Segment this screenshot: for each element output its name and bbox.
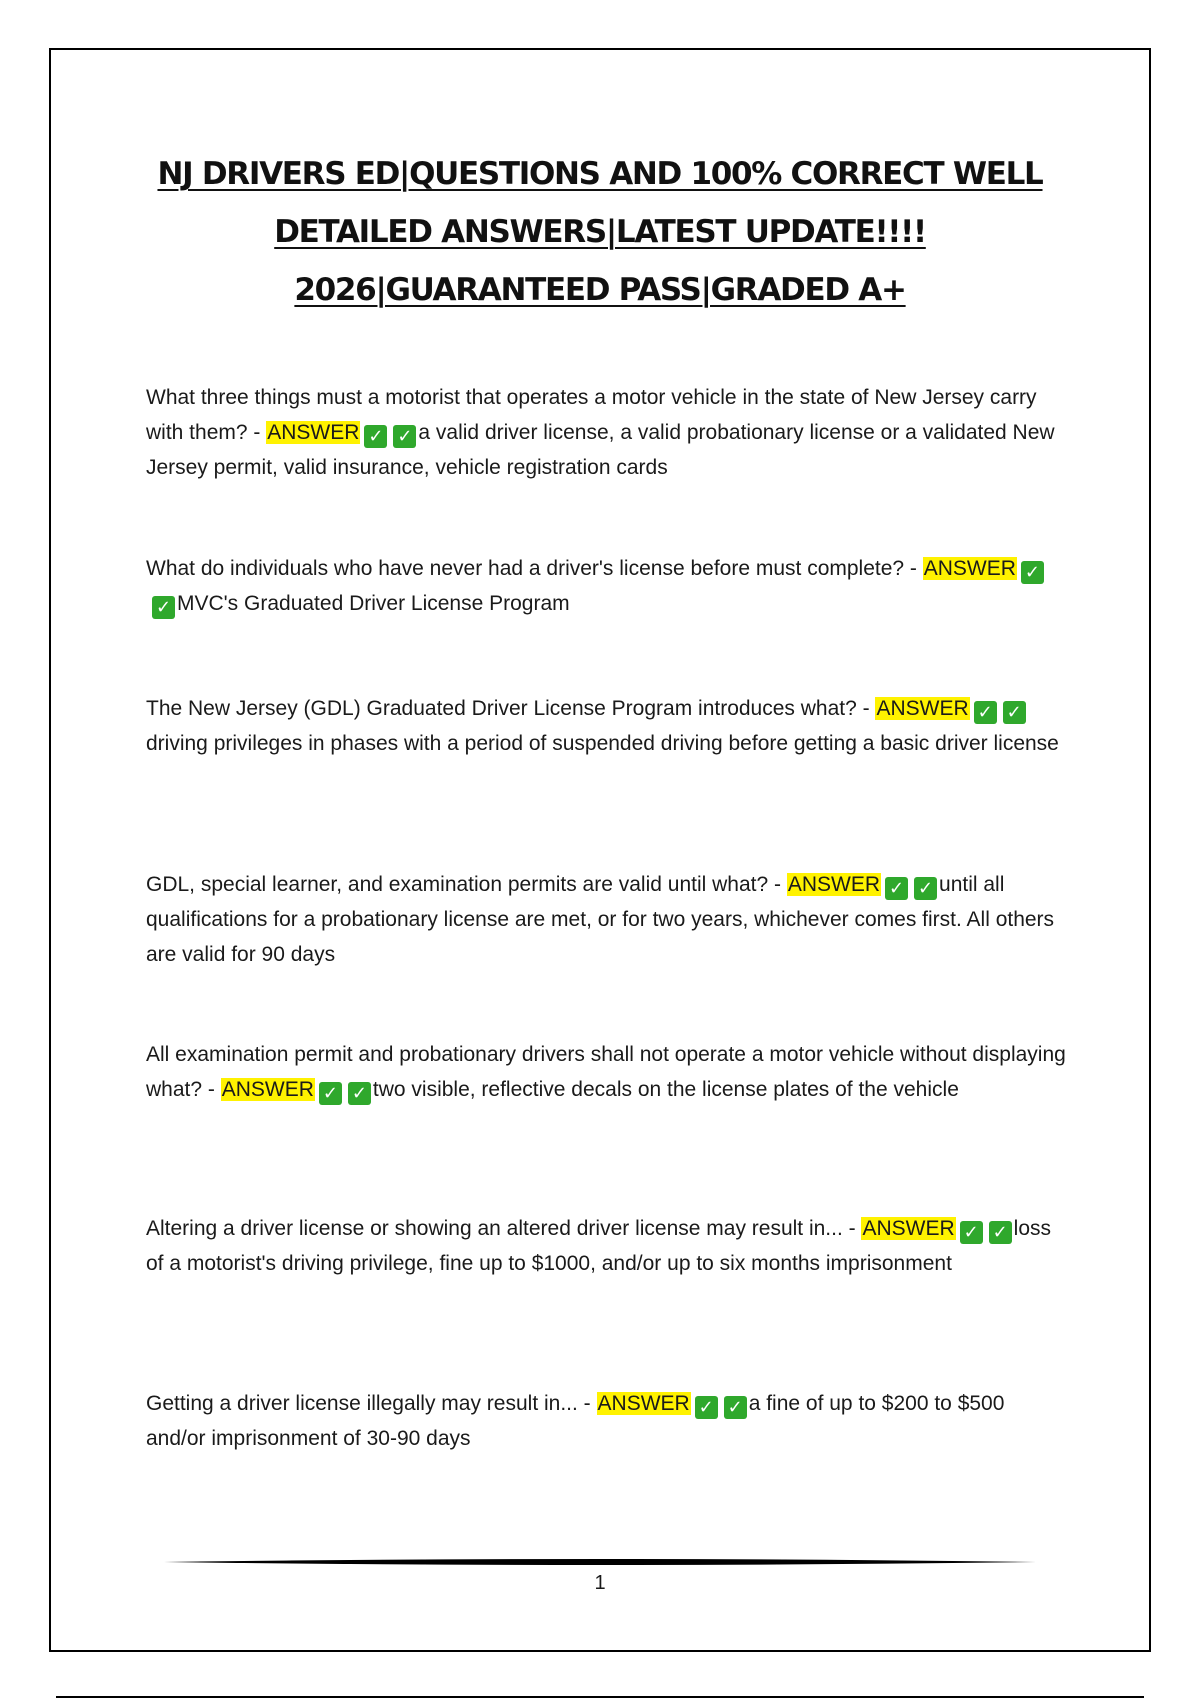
footer-divider	[164, 1558, 1036, 1566]
answer-text: driving privileges in phases with a period of suspended driving before getting a basic driver license	[146, 732, 1059, 755]
checkmark-icon: ✓	[989, 1221, 1012, 1244]
answer-text: a fine of up to $200 to $500 and/or imprisonment of 30-90 days	[146, 1392, 1005, 1450]
question-text: GDL, special learner, and examination permits are valid until what? -	[146, 873, 787, 896]
qa-item	[146, 1211, 1066, 1281]
question-text: All examination permit and probationary drivers shall not operate a motor vehicle without displaying what? -	[146, 1043, 1066, 1101]
qa-item	[146, 691, 1066, 761]
checkmark-icon: ✓	[724, 1396, 747, 1419]
checkmark-icon: ✓	[152, 596, 175, 619]
title-line-3: 2026|GUARANTEED PASS|GRADED A+	[294, 272, 906, 308]
answer-label: ANSWER	[923, 557, 1016, 580]
answer-label: ANSWER	[597, 1392, 690, 1415]
checkmark-icon: ✓	[885, 877, 908, 900]
checkmark-icon: ✓	[319, 1082, 342, 1105]
qa-item	[146, 380, 1066, 485]
document-title	[140, 145, 1060, 319]
answer-label: ANSWER	[221, 1078, 314, 1101]
title-line-2: DETAILED ANSWERS|LATEST UPDATE!!!!	[274, 214, 926, 250]
qa-item	[146, 1037, 1066, 1107]
question-text: Getting a driver license illegally may result in... -	[146, 1392, 597, 1415]
question-text: What do individuals who have never had a driver's license before must complete? -	[146, 557, 923, 580]
answer-text: loss of a motorist's driving privilege, fine up to $1000, and/or up to six months imprisonment	[146, 1217, 1052, 1275]
qa-item	[146, 551, 1066, 621]
question-text: What three things must a motorist that operates a motor vehicle in the state of New Jersey carry with them? -	[146, 386, 1037, 444]
qa-item	[146, 1386, 1066, 1456]
answer-label: ANSWER	[267, 421, 360, 444]
checkmark-icon: ✓	[960, 1221, 983, 1244]
question-text: The New Jersey (GDL) Graduated Driver License Program introduces what? -	[146, 697, 876, 720]
checkmark-icon: ✓	[1003, 701, 1026, 724]
answer-label: ANSWER	[876, 697, 969, 720]
answer-text: a valid driver license, a valid probationary license or a validated New Jersey permit, valid insurance, vehicle registration cards	[146, 421, 1055, 479]
checkmark-icon: ✓	[1021, 561, 1044, 584]
answer-text: until all qualifications for a probationary license are met, or for two years, whichever comes first. All others are valid for 90 days	[146, 873, 1055, 966]
checkmark-icon: ✓	[348, 1082, 371, 1105]
title-line-1: NJ DRIVERS ED|QUESTIONS AND 100% CORRECT WELL	[157, 156, 1043, 192]
answer-label: ANSWER	[862, 1217, 955, 1240]
question-text: Altering a driver license or showing an altered driver license may result in... -	[146, 1217, 862, 1240]
checkmark-icon: ✓	[364, 425, 387, 448]
checkmark-icon: ✓	[393, 425, 416, 448]
page-number: 1	[594, 1572, 606, 1594]
checkmark-icon: ✓	[914, 877, 937, 900]
qa-item	[146, 867, 1066, 972]
answer-label: ANSWER	[787, 873, 881, 896]
next-page-edge	[56, 1696, 1144, 1698]
answer-text: MVC's Graduated Driver License Program	[177, 592, 570, 615]
answer-text: two visible, reflective decals on the license plates of the vehicle	[372, 1078, 959, 1101]
checkmark-icon: ✓	[974, 701, 997, 724]
checkmark-icon: ✓	[695, 1396, 718, 1419]
